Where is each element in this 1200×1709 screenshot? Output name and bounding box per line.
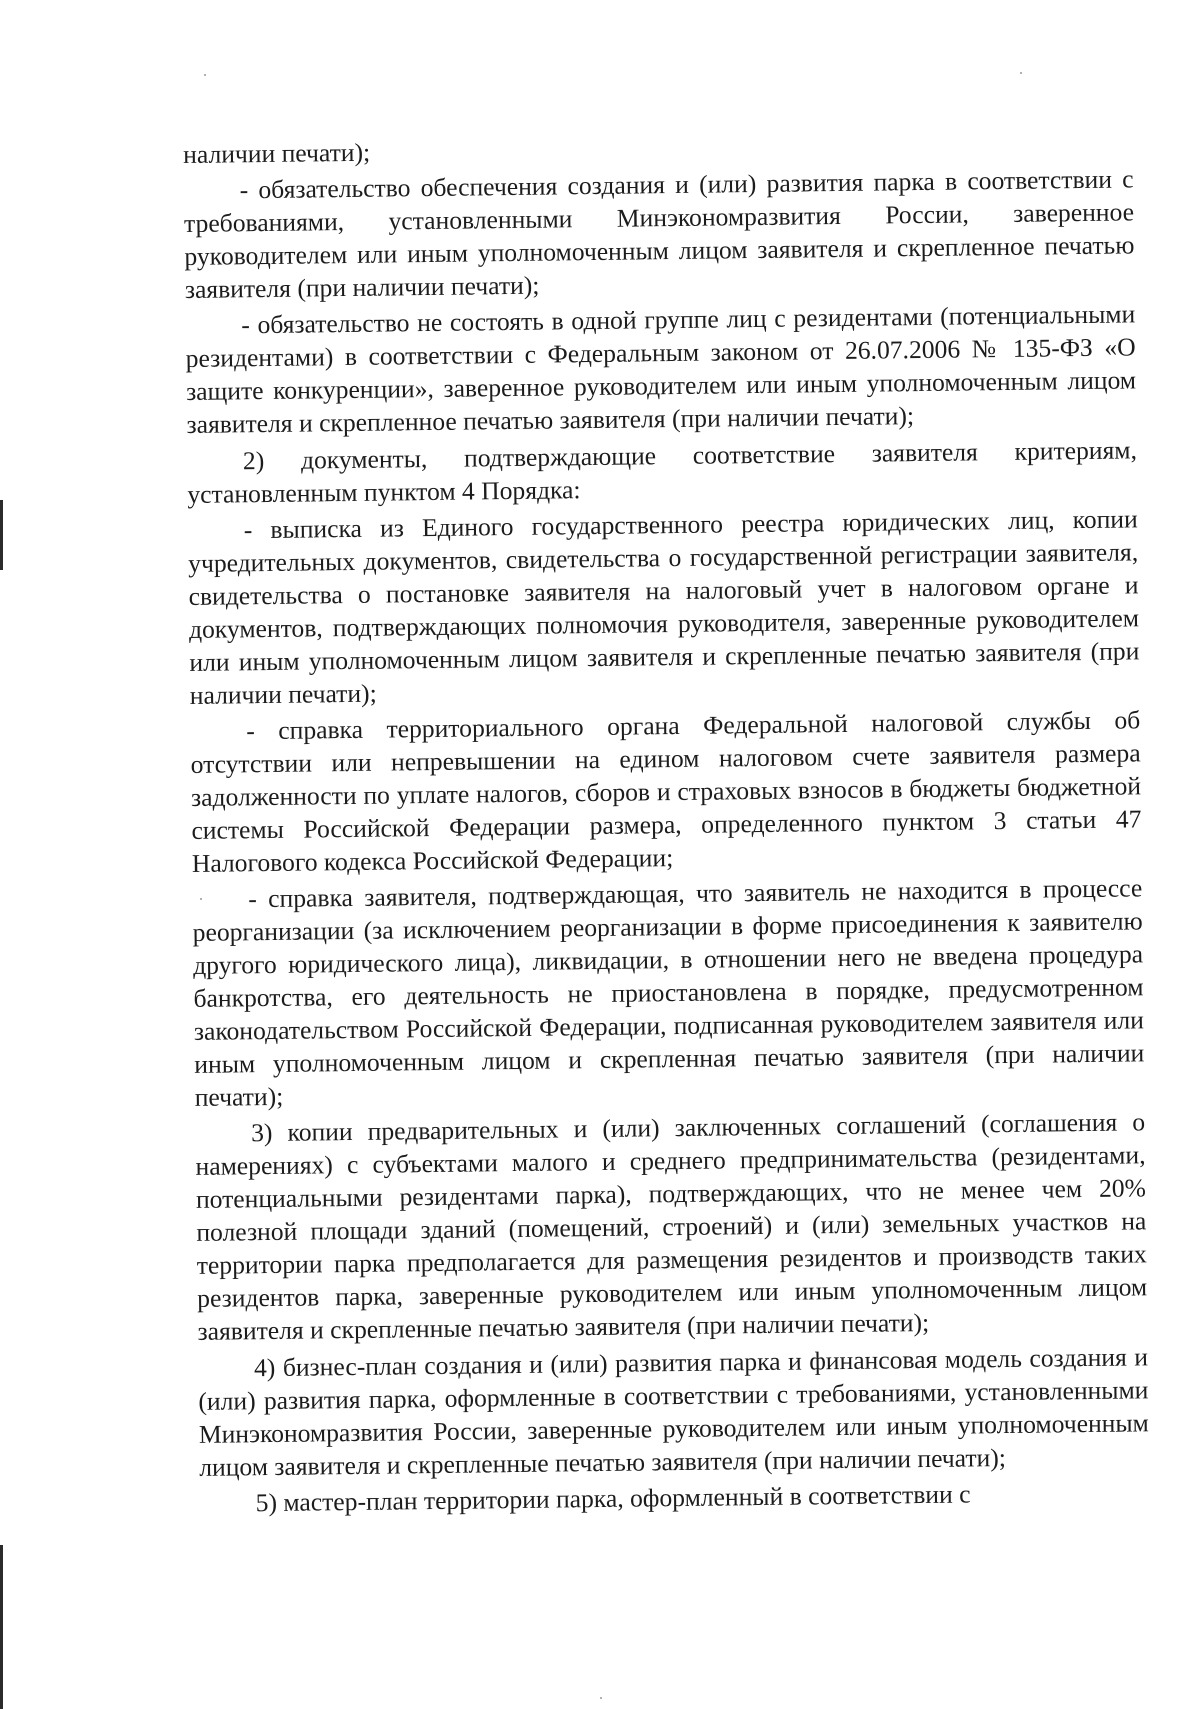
paragraph-continuation: наличии печати); <box>183 137 371 169</box>
document-body <box>183 126 1150 1522</box>
paragraph-item-3-agreements: 3) копии предварительных и (или) заключенных соглашений (соглашения о намерениях) с субъектами малого и среднего предпринимательства (резидентами, потенциальными резидентами парка), подтверждающих, что не менее чем 20% полезной площади зданий (помещений, строений) и (или) земельных участков на территории парка предполагается для размещения резидентов и производств таких резидентов парка, заверенные руководителем или иным уполномоченным лицом заявителя и скрепленные печатью заявителя (при наличии печати); <box>195 1107 1148 1347</box>
paragraph-item-5-master-plan: 5) мастер-план территории парка, оформленный в соответствии с <box>255 1479 971 1517</box>
scan-dust-speck <box>204 74 206 76</box>
scan-left-edge-mark <box>0 1545 3 1709</box>
paragraph-tax-certificate: - справка территориального органа Федеральной налоговой службы об отсутствии или непревышении на едином налоговом счете заявителя размера задолженности по уплате налогов, сборов и страховых взносов в бюджеты бюджетной системы Российской Федерации размера, определенного пунктом 3 статьи 47 Налогового кодекса Российской Федерации; <box>190 705 1142 878</box>
paragraph-item-2-criteria-documents: 2) документы, подтверждающие соответствие заявителя критериям, установленным пунктом 4 Порядка: <box>187 434 1138 509</box>
scan-dust-speck <box>1020 72 1022 74</box>
paragraph-applicant-certificate: - справка заявителя, подтверждающая, что заявитель не находится в процессе реорганизации (за исключением реорганизации в форме присоединения к заявителю другого юридического лица), ликвидации, в отношении него не введена процедура банкротства, его деятельность не приостановлена в порядке, предусмотренном законодательством Российской Федерации, подписанная руководителем заявителя или иным уполномоченным лицом и скрепленная печатью заявителя (при наличии печати); <box>192 873 1145 1113</box>
paragraph-obligation-group-of-persons: - обязательство не состоять в одной группе лиц с резидентами (потенциальными резидентами) в соответствии с Федеральным законом от 26.07.2006 № 135-ФЗ «О защите конкуренции», заверенное руководителем или иным уполномоченным лицом заявителя и скрепленное печатью заявителя (при наличии печати); <box>185 299 1137 440</box>
paragraph-registry-extract: - выписка из Единого государственного реестра юридических лиц, копии учредительных документов, свидетельства о государственной регистрации заявителя, свидетельства о постановке заявителя на налоговый учет в налоговом органе и документов, подтверждающих полномочия руководителя, заверенные руководителем или иным уполномоченным лицом заявителя и скрепленные печатью заявителя (при наличии печати); <box>188 504 1140 710</box>
scan-left-edge-mark <box>0 500 3 570</box>
paragraph-item-4-business-plan: 4) бизнес-план создания и (или) развития парка и финансовая модель создания и (или) развития парка, оформленные в соответствии с требованиями, установленными Минэкономразвития России, заверенные руководителем или иным уполномоченным лицом заявителя и скрепленные печатью заявителя (при наличии печати); <box>198 1341 1149 1482</box>
paragraph-obligation-park-development: - обязательство обеспечения создания и (или) развития парка в соответствии с требованиями, установленными Минэкономразвития России, заверенное руководителем или иным уполномоченным лицом заявителя и скрепленное печатью заявителя (при наличии печати); <box>183 164 1135 305</box>
scan-dust-speck <box>600 1697 602 1699</box>
